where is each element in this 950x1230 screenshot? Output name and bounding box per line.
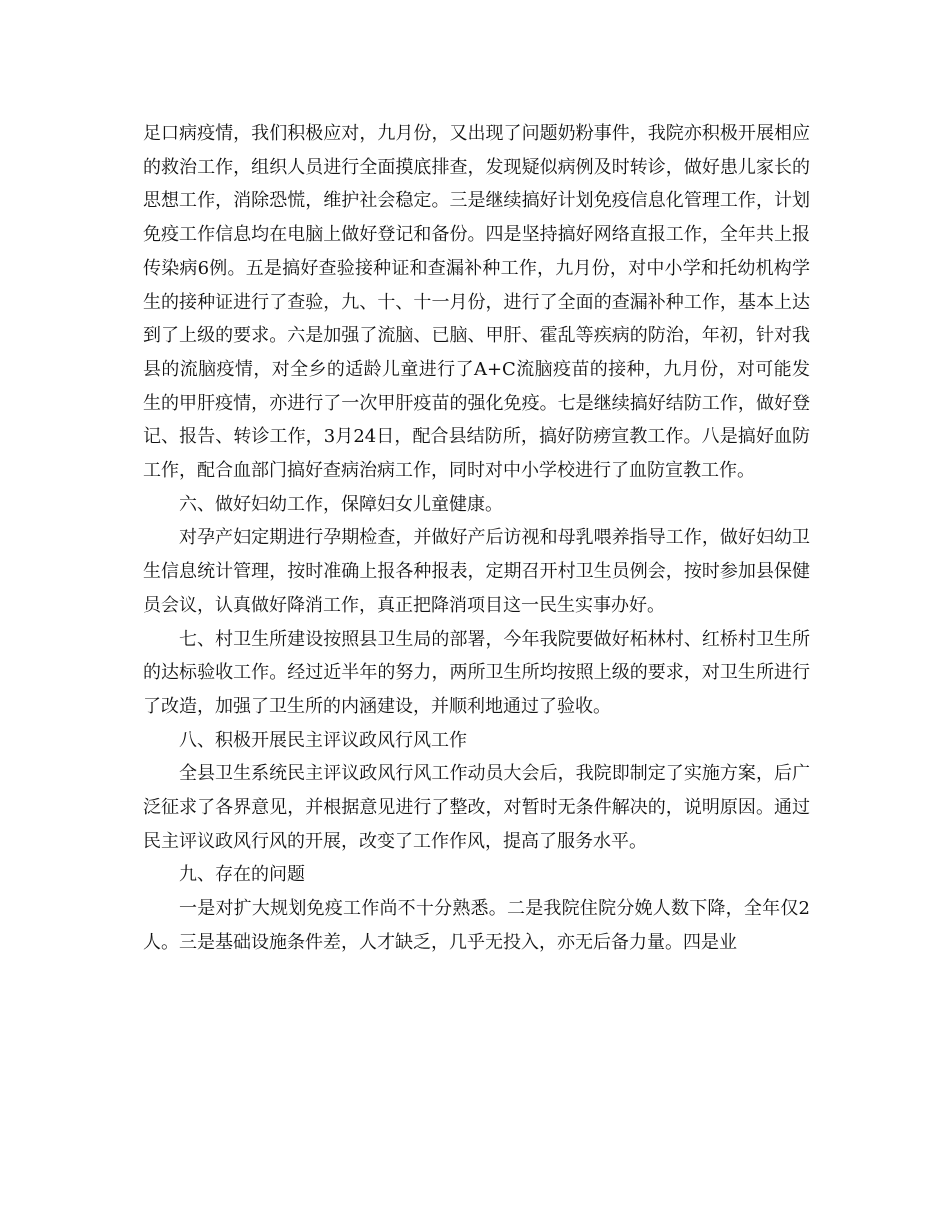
document-body (143, 117, 810, 960)
section-heading: 八、积极开展民主评议政风行风工作 (179, 729, 467, 751)
section-heading: 七、村卫生所建设按照县卫生局的部署，今年我院要做好柘林村、红桥村卫生所的达标验收工作。经过近半年的努力，两所卫生所均按照上级的要求，对卫生所进行了改造，加强了卫生所的内涵建设，并顺利地通过了验收。 (143, 628, 810, 717)
paragraph: 一是对扩大规划免疫工作尚不十分熟悉。二是我院住院分娩人数下降，全年仅2人。三是基础设施条件差，人才缺乏，几乎无投入，亦无后备力量。四是业 (143, 898, 810, 953)
paragraph: 全县卫生系统民主评议政风行风工作动员大会后，我院即制定了实施方案，后广泛征求了各界意见，并根据意见进行了整改，对暂时无条件解决的，说明原因。通过民主评议政风行风的开展，改变了工作作风，提高了服务水平。 (143, 763, 810, 852)
paragraph: 足口病疫情，我们积极应对，九月份，又出现了问题奶粉事件，我院亦积极开展相应的救治工作，组织人员进行全面摸底排查，发现疑似病例及时转诊，做好患儿家长的思想工作，消除恐慌，维护社会稳定。三是继续搞好计划免疫信息化管理工作，计划免疫工作信息均在电脑上做好登记和备份。四是坚持搞好网络直报工作，全年共上报传染病6例。五是搞好查验接种证和查漏补种工作，九月份，对中小学和托幼机构学生的接种证进行了查验，九、十、十一月份，进行了全面的查漏补种工作，基本上达到了上级的要求。六是加强了流脑、已脑、甲肝、霍乱等疾病的防治，年初，针对我县的流脑疫情，对全乡的适龄儿童进行了A+C流脑疫苗的接种，九月份，对可能发生的甲肝疫情，亦进行了一次甲肝疫苗的强化免疫。七是继续搞好结防工作，做好登记、报告、转诊工作，3月24日，配合县结防所，搞好防痨宣教工作。八是搞好血防工作，配合血部门搞好查病治病工作，同时对中小学校进行了血防宣教工作。 (143, 123, 810, 482)
section-heading: 六、做好妇幼工作，保障妇女儿童健康。 (179, 493, 503, 515)
section-heading: 九、存在的问题 (179, 864, 305, 886)
paragraph: 对孕产妇定期进行孕期检查，并做好产后访视和母乳喂养指导工作，做好妇幼卫生信息统计管理，按时准确上报各种报表，定期召开村卫生员例会，按时参加县保健员会议，认真做好降消工作，真正把降消项目这一民生实事办好。 (143, 527, 810, 616)
